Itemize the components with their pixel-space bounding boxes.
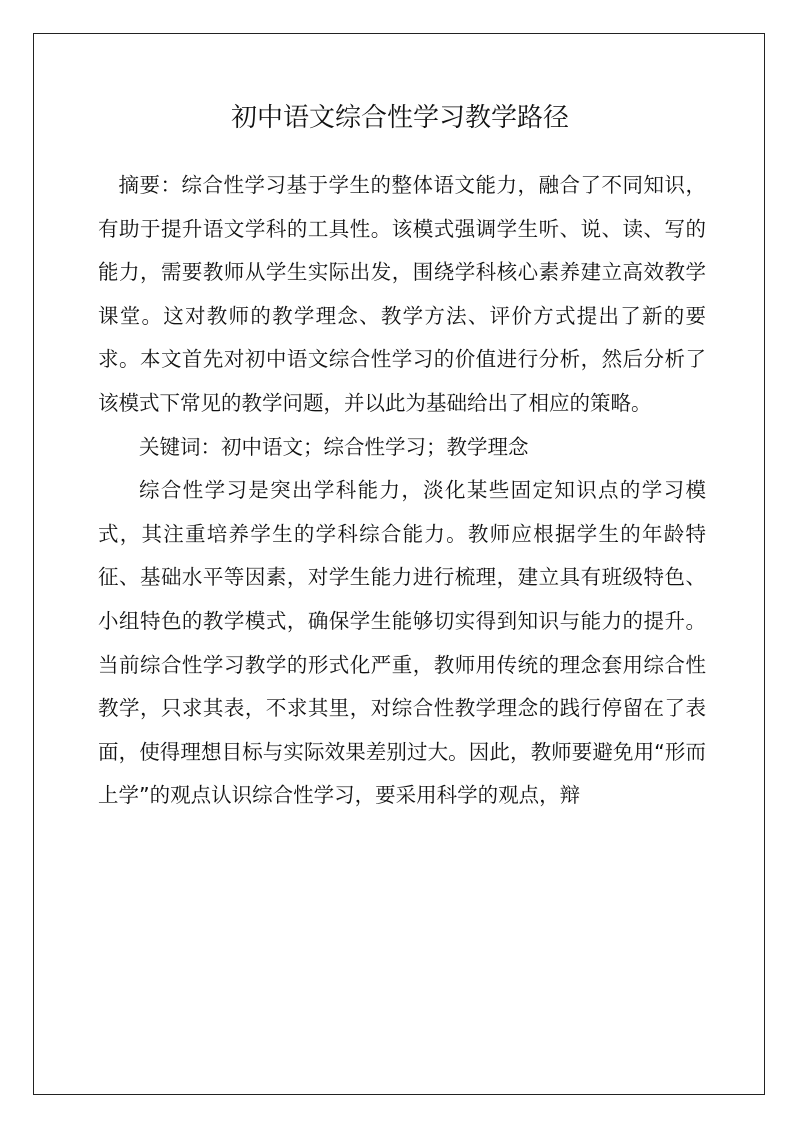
- abstract-paragraph: 摘要：综合性学习基于学生的整体语文能力，融合了不同知识，有助于提升语文学科的工具性。该模式强调学生听、说、读、写的能力，需要教师从学生实际出发，围绕学科核心素养建立高效教学课堂。这对教师的教学理念、教学方法、评价方式提出了新的要求。本文首先对初中语文综合性学习的价值进行分析，然后分析了该模式下常见的教学问题，并以此为基础给出了相应的策略。: [98, 173, 706, 415]
- document-title: 初中语文综合性学习教学路径: [230, 103, 569, 133]
- document-body: [98, 164, 706, 818]
- keywords-paragraph: 关键词：初中语文；综合性学习；教学理念: [139, 434, 529, 459]
- body-paragraph: 综合性学习是突出学科能力，淡化某些固定知识点的学习模式，其注重培养学生的学科综合能力。教师应根据学生的年龄特征、基础水平等因素，对学生能力进行梳理，建立具有班级特色、小组特色的教学模式，确保学生能够切实得到知识与能力的提升。当前综合性学习教学的形式化严重，教师用传统的理念套用综合性教学，只求其表，不求其里，对综合性教学理念的践行停留在了表面，使得理想目标与实际效果差别过大。因此，教师要避免用“形而上学”的观点认识综合性学习，要采用科学的观点，辩: [98, 478, 706, 808]
